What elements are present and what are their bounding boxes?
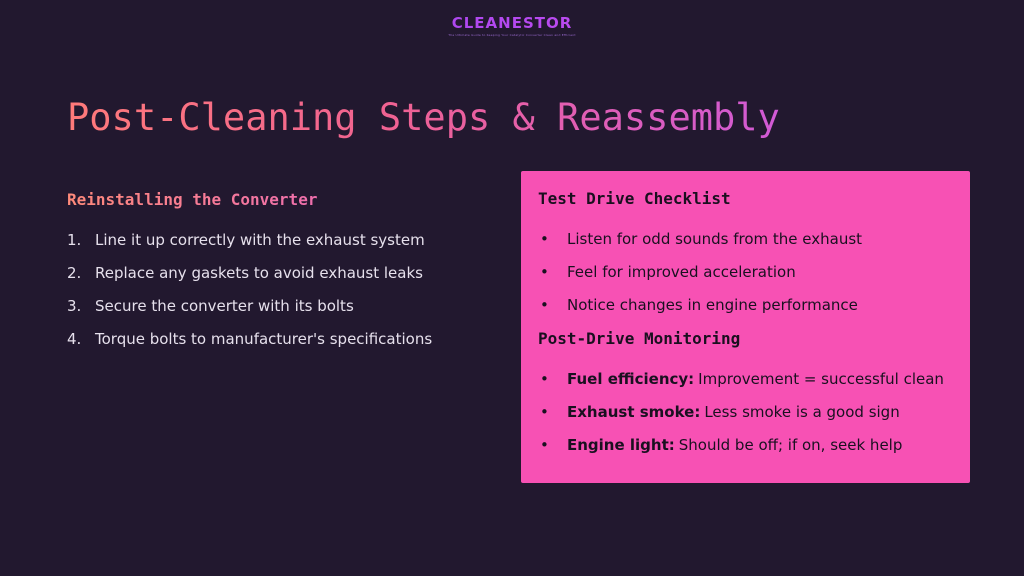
step-text: Line it up correctly with the exhaust system xyxy=(95,231,425,249)
reinstall-steps xyxy=(67,231,487,363)
step-text: Secure the converter with its bolts xyxy=(95,297,354,315)
monitoring-list xyxy=(538,370,953,469)
brand-logo xyxy=(0,14,1024,37)
bullet-icon: • xyxy=(540,263,549,281)
list-item xyxy=(538,436,953,469)
list-item xyxy=(538,403,953,436)
step-text: Torque bolts to manufacturer's specifications xyxy=(95,330,433,348)
page-title: Post-Cleaning Steps & Reassembly xyxy=(67,96,780,139)
item-label: Exhaust smoke: xyxy=(567,403,701,421)
item-text: Notice changes in engine performance xyxy=(567,296,858,314)
item-text: Should be off; if on, seek help xyxy=(678,436,903,454)
bullet-icon: • xyxy=(540,370,549,388)
bullet-icon: • xyxy=(540,230,549,248)
list-item xyxy=(67,231,487,264)
list-item xyxy=(67,330,487,363)
item-text: Listen for odd sounds from the exhaust xyxy=(567,230,863,248)
reinstall-heading: Reinstalling the Converter xyxy=(67,190,487,209)
monitoring-heading: Post-Drive Monitoring xyxy=(538,329,741,348)
step-number: 1. xyxy=(67,231,82,249)
item-label: Fuel efficiency: xyxy=(567,370,695,388)
test-drive-heading: Test Drive Checklist xyxy=(538,189,731,208)
list-item xyxy=(538,230,953,263)
reinstall-section xyxy=(67,190,487,363)
logo-tagline: The Ultimate Guide to Keeping Your Catalytic Converter Clean and Efficient xyxy=(448,33,576,37)
item-text: Feel for improved acceleration xyxy=(567,263,796,281)
list-item xyxy=(67,264,487,297)
list-item xyxy=(538,296,953,329)
logo-text: CLEANESTOR xyxy=(0,14,1024,32)
step-text: Replace any gaskets to avoid exhaust leaks xyxy=(95,264,423,282)
bullet-icon: • xyxy=(540,296,549,314)
item-text: Improvement = successful clean xyxy=(698,370,944,388)
checklist-card xyxy=(521,171,970,483)
list-item xyxy=(538,370,953,403)
item-label: Engine light: xyxy=(567,436,675,454)
test-drive-list xyxy=(538,230,953,329)
list-item xyxy=(67,297,487,330)
item-text: Less smoke is a good sign xyxy=(704,403,900,421)
list-item xyxy=(538,263,953,296)
step-number: 4. xyxy=(67,330,82,348)
bullet-icon: • xyxy=(540,436,549,454)
step-number: 3. xyxy=(67,297,82,315)
step-number: 2. xyxy=(67,264,82,282)
bullet-icon: • xyxy=(540,403,549,421)
